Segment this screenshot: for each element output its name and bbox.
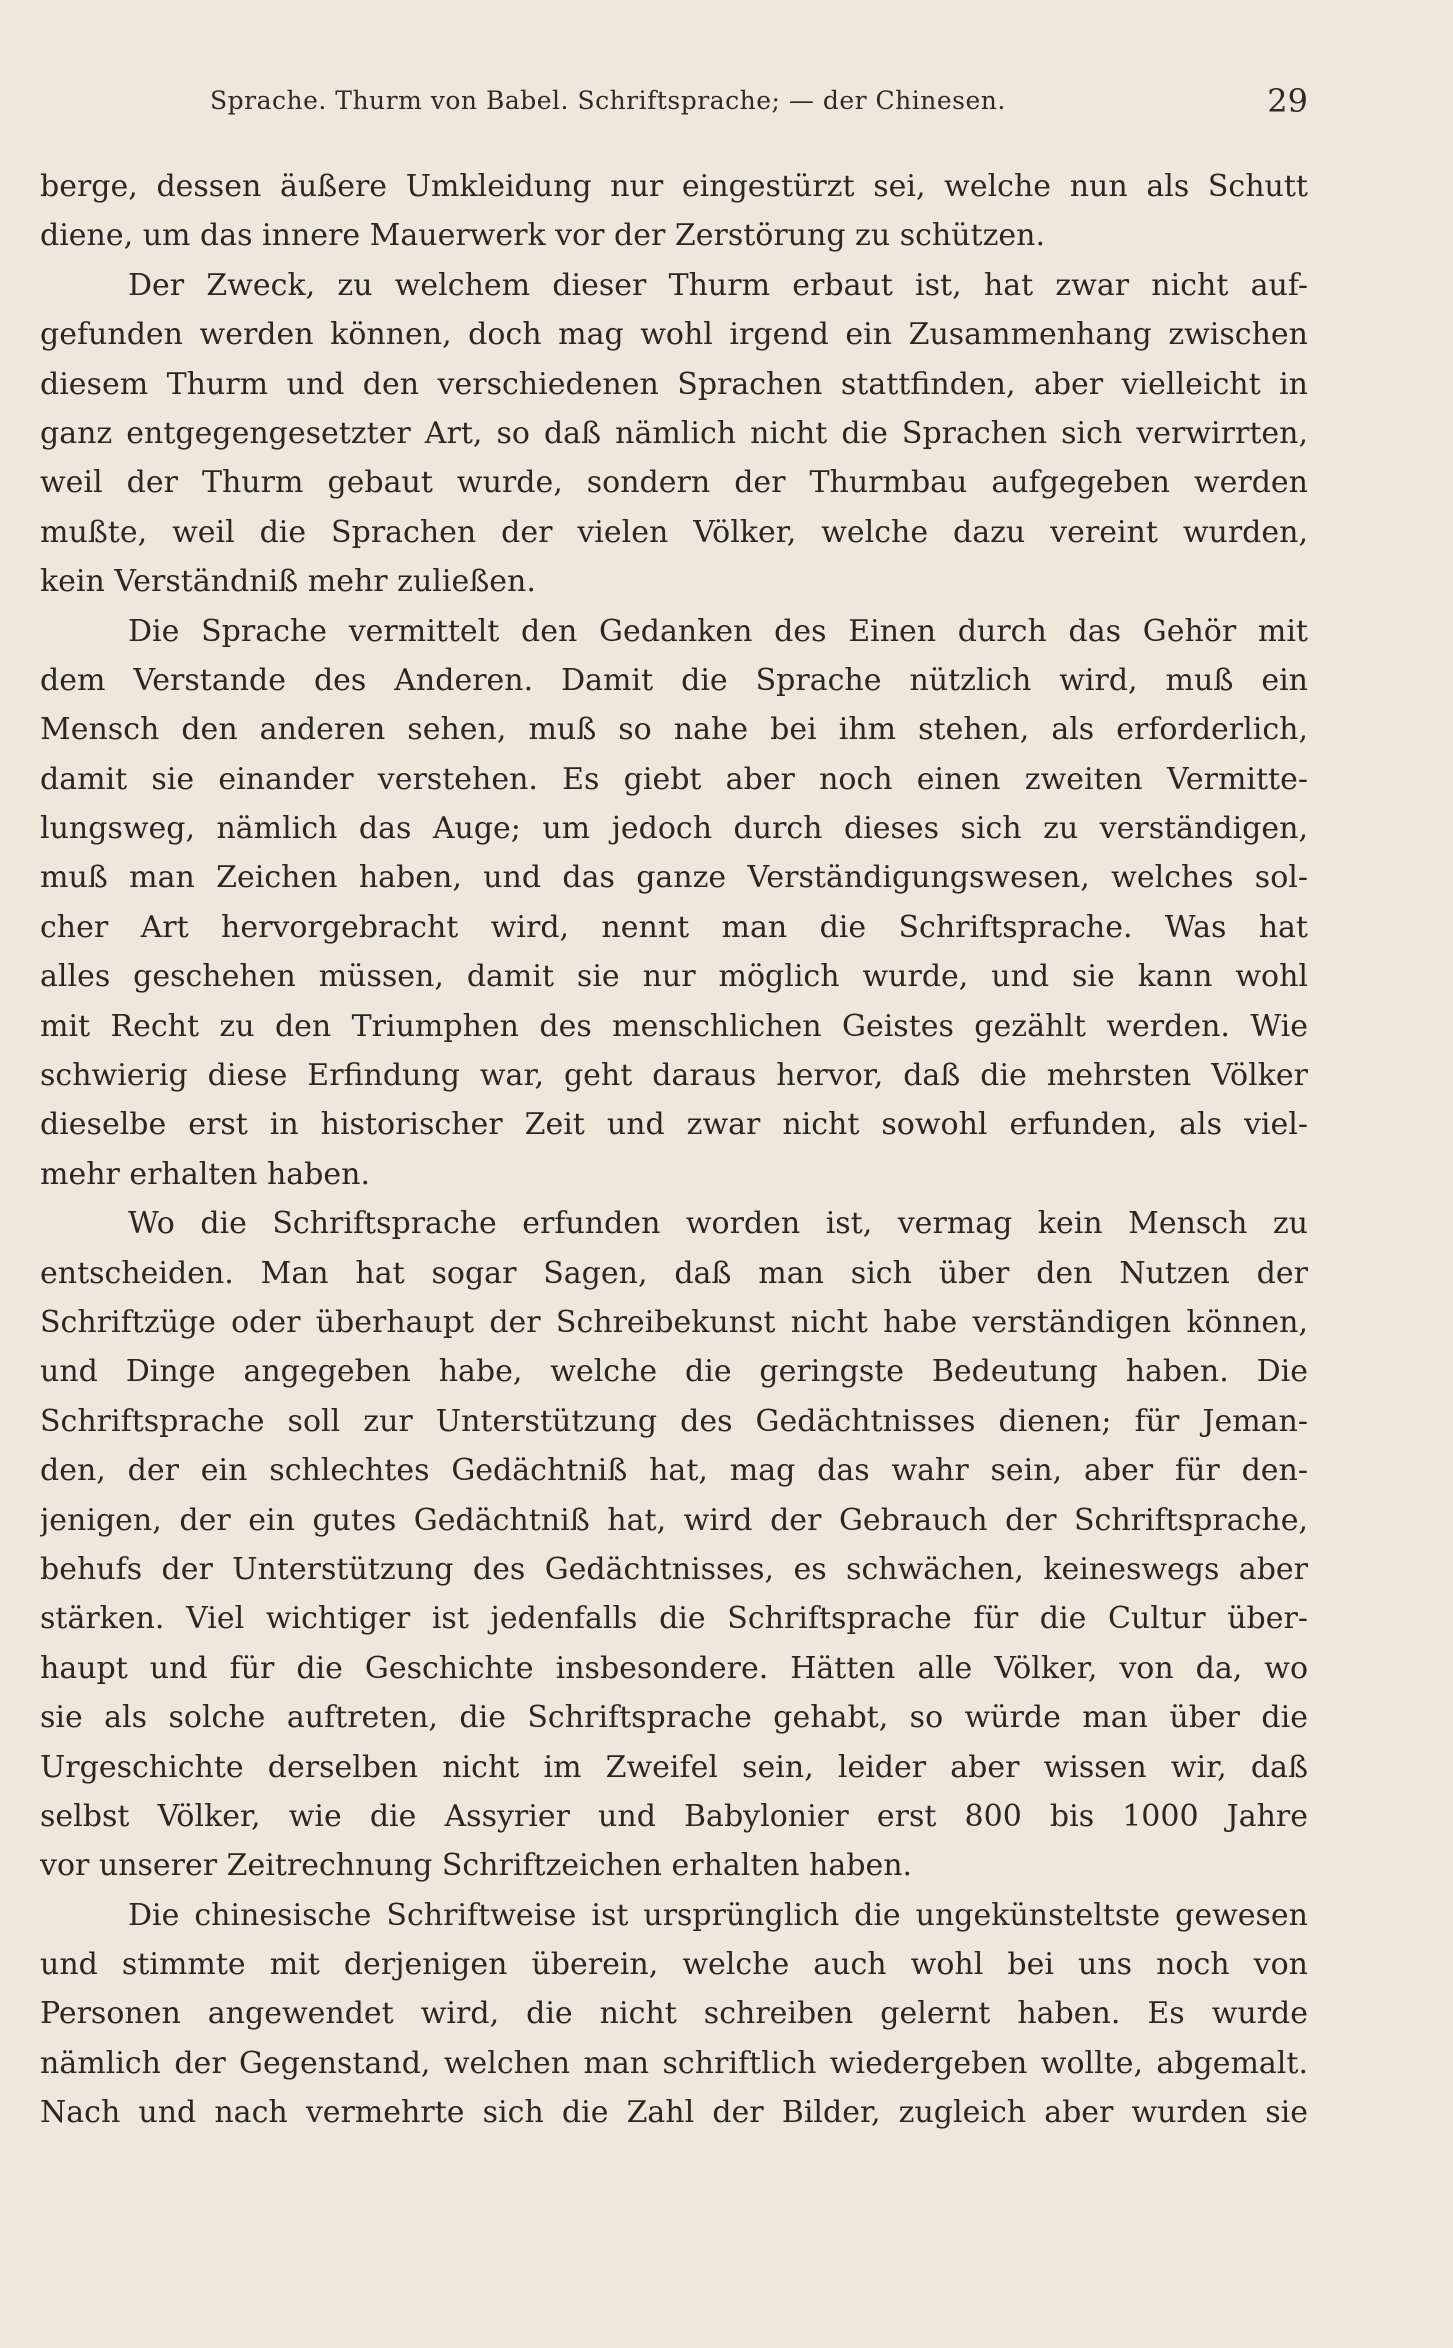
text-line: weil der Thurm gebaut wurde, sondern der Thurmbau aufgegeben werden bbox=[40, 465, 1308, 501]
text-line: entscheiden. Man hat sogar Sagen, daß man sich über den Nutzen der bbox=[40, 1255, 1308, 1291]
page-header bbox=[40, 82, 1308, 122]
text-line: berge, dessen äußere Umkleidung nur eingestürzt sei, welche nun als Schutt bbox=[40, 169, 1308, 204]
text-line: und stimmte mit derjenigen überein, welche auch wohl bei uns noch von bbox=[40, 1947, 1308, 1983]
text-line: mit Recht zu den Triumphen des menschlichen Geistes gezählt werden. Wie bbox=[40, 1008, 1308, 1044]
text-line: Urgeschichte derselben nicht im Zweifel sein, leider aber wissen wir, daß bbox=[40, 1749, 1308, 1785]
text-line: Personen angewendet wird, die nicht schreiben gelernt haben. Es wurde bbox=[40, 1996, 1308, 2032]
text-line: Nach und nach vermehrte sich die Zahl der Bilder, zugleich aber wurden sie bbox=[40, 2095, 1308, 2131]
text-line: kein Verständniß mehr zuließen. bbox=[40, 564, 536, 600]
text-line: Schriftzüge oder überhaupt der Schreibekunst nicht habe verständigen können, bbox=[40, 1304, 1308, 1340]
text-line: vor unserer Zeitrechnung Schriftzeichen erhalten haben. bbox=[40, 1848, 913, 1884]
text-line: mehr erhalten haben. bbox=[40, 1156, 370, 1192]
text-line: den, der ein schlechtes Gedächtniß hat, mag das wahr sein, aber für den- bbox=[40, 1453, 1308, 1489]
text-line: muß man Zeichen haben, und das ganze Verständigungswesen, welches sol- bbox=[40, 860, 1308, 896]
text-line: jenigen, der ein gutes Gedächtniß hat, wird der Gebrauch der Schriftsprache, bbox=[40, 1502, 1308, 1538]
text-line: cher Art hervorgebracht wird, nennt man die Schriftsprache. Was hat bbox=[40, 909, 1308, 945]
text-line: diesem Thurm und den verschiedenen Sprachen stattfinden, aber vielleicht in bbox=[40, 366, 1308, 402]
text-line: mußte, weil die Sprachen der vielen Völker, welche dazu vereint wurden, bbox=[40, 514, 1308, 550]
paragraph-start-line: Die chinesische Schriftweise ist ursprünglich die ungekünsteltste gewesen bbox=[128, 1897, 1308, 1933]
text-line: haupt und für die Geschichte insbesondere. Hätten alle Völker, von da, wo bbox=[40, 1650, 1308, 1686]
text-line: ganz entgegengesetzter Art, so daß nämlich nicht die Sprachen sich verwirrten, bbox=[40, 415, 1308, 451]
running-title: Sprache. Thurm von Babel. Schriftsprache; — der Chinesen. bbox=[210, 86, 1006, 115]
text-line: gefunden werden können, doch mag wohl irgend ein Zusammenhang zwischen bbox=[40, 317, 1308, 353]
text-line: dieselbe erst in historischer Zeit und zwar nicht sowohl erfunden, als viel- bbox=[40, 1107, 1308, 1143]
text-line: nämlich der Gegenstand, welchen man schriftlich wiedergeben wollte, abgemalt. bbox=[40, 2045, 1308, 2081]
text-line: sie als solche auftreten, die Schriftsprache gehabt, so würde man über die bbox=[40, 1700, 1308, 1736]
text-line: dem Verstande des Anderen. Damit die Sprache nützlich wird, muß ein bbox=[40, 662, 1308, 698]
body-text bbox=[40, 162, 1308, 2138]
text-line: stärken. Viel wichtiger ist jedenfalls die Schriftsprache für die Cultur über- bbox=[40, 1601, 1308, 1637]
page-number: 29 bbox=[1267, 82, 1308, 120]
paragraph-start-line: Wo die Schriftsprache erfunden worden ist, vermag kein Mensch zu bbox=[128, 1206, 1308, 1242]
text-line: Mensch den anderen sehen, muß so nahe bei ihm stehen, als erforderlich, bbox=[40, 712, 1308, 748]
text-line: schwierig diese Erfindung war, geht daraus hervor, daß die mehrsten Völker bbox=[40, 1058, 1308, 1094]
text-line: selbst Völker, wie die Assyrier und Babylonier erst 800 bis 1000 Jahre bbox=[40, 1798, 1308, 1834]
paragraph-start-line: Der Zweck, zu welchem dieser Thurm erbaut ist, hat zwar nicht auf- bbox=[128, 267, 1308, 303]
text-line: lungsweg, nämlich das Auge; um jedoch durch dieses sich zu verständigen, bbox=[40, 811, 1308, 847]
paragraph-start-line: Die Sprache vermittelt den Gedanken des Einen durch das Gehör mit bbox=[128, 613, 1308, 649]
text-line: Schriftsprache soll zur Unterstützung des Gedächtnisses dienen; für Jeman- bbox=[40, 1403, 1308, 1439]
text-line: und Dinge angegeben habe, welche die geringste Bedeutung haben. Die bbox=[40, 1354, 1308, 1390]
text-line: behufs der Unterstützung des Gedächtnisses, es schwächen, keineswegs aber bbox=[40, 1551, 1308, 1587]
text-line: diene, um das innere Mauerwerk vor der Zerstörung zu schützen. bbox=[40, 218, 1046, 254]
text-line: alles geschehen müssen, damit sie nur möglich wurde, und sie kann wohl bbox=[40, 959, 1308, 995]
text-line: damit sie einander verstehen. Es giebt aber noch einen zweiten Vermitte- bbox=[40, 761, 1308, 797]
